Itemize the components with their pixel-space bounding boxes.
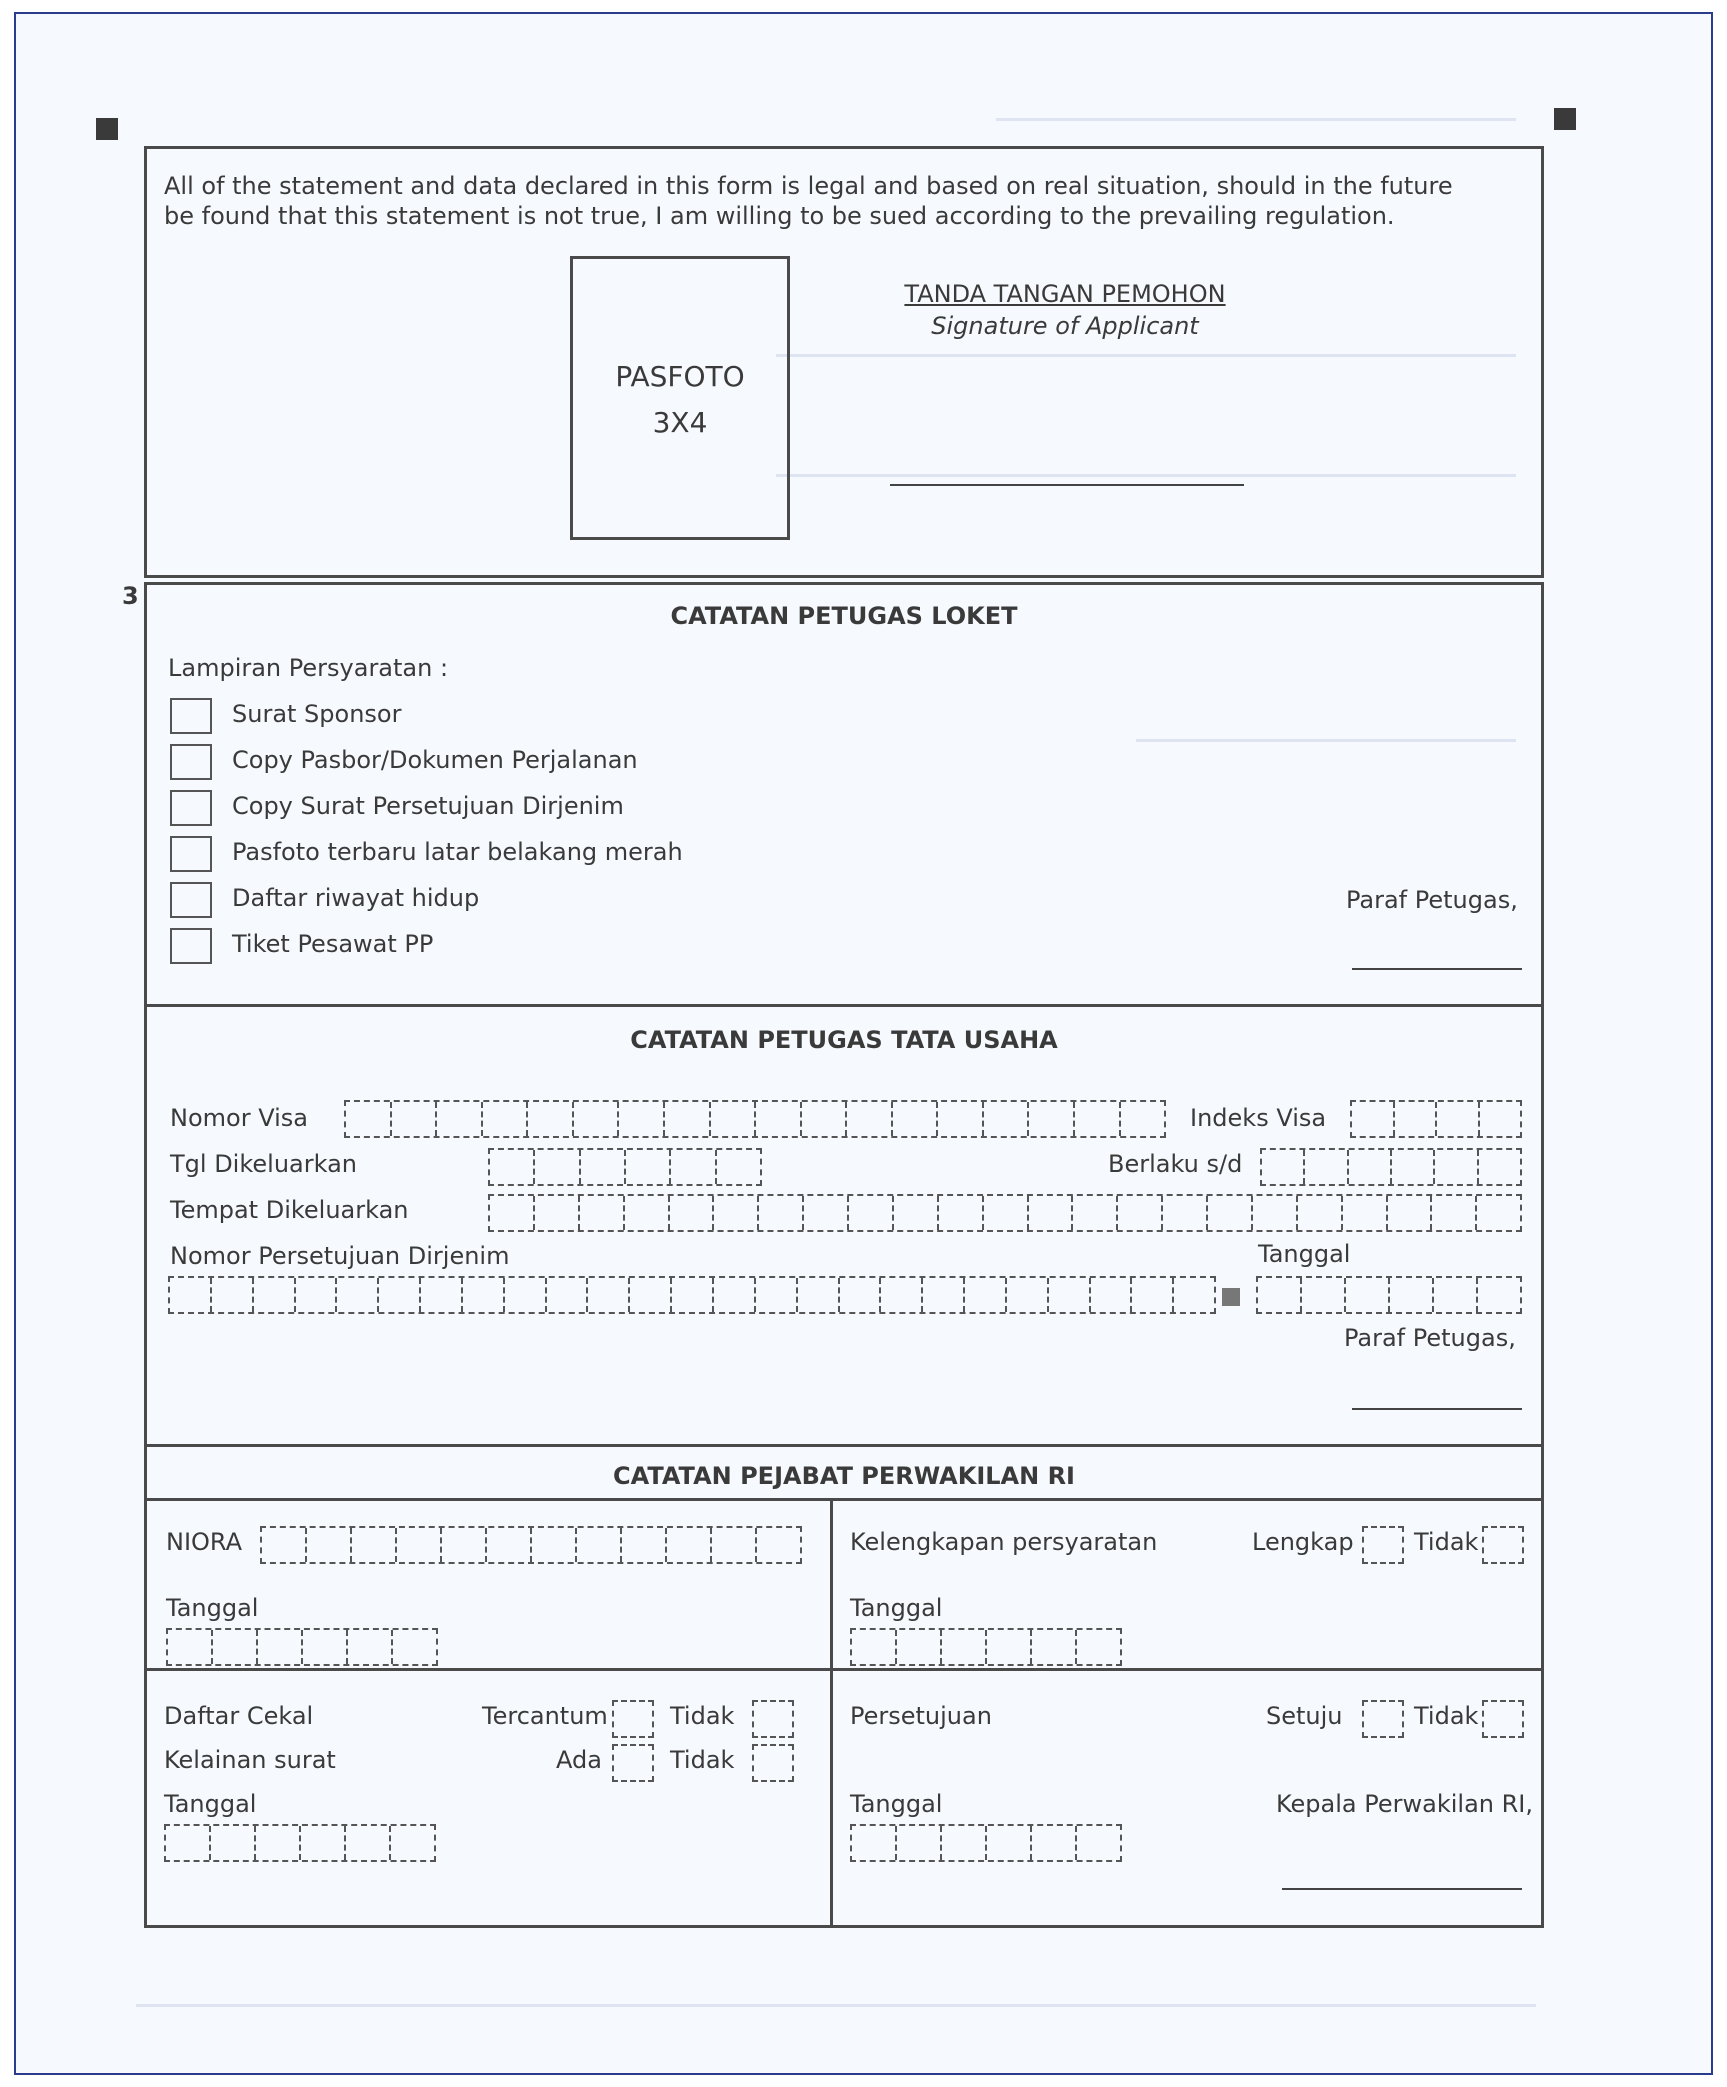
- checkbox-kelainan-tidak[interactable]: [752, 1744, 794, 1782]
- daftar-cekal-label: Daftar Cekal: [164, 1702, 314, 1730]
- tercantum-label: Tercantum: [482, 1702, 608, 1730]
- checkbox-pasfoto[interactable]: [170, 836, 212, 872]
- item-copy-paspor: Copy Pasbor/Dokumen Perjalanan: [232, 746, 638, 774]
- nomor-persetujuan-label: Nomor Persetujuan Dirjenim: [170, 1242, 510, 1270]
- loket-paraf-line: [1352, 968, 1522, 970]
- kelengkapan-tidak-label: Tidak: [1414, 1528, 1479, 1556]
- checkbox-riwayat-hidup[interactable]: [170, 882, 212, 918]
- tempat-dikeluarkan-label: Tempat Dikeluarkan: [170, 1196, 409, 1224]
- form-page: [14, 12, 1713, 2075]
- signature-line: [890, 484, 1244, 486]
- photo-label: PASFOTO: [615, 360, 745, 393]
- checkbox-setuju[interactable]: [1362, 1700, 1404, 1738]
- checkbox-kelengkapan-tidak[interactable]: [1482, 1526, 1524, 1564]
- registration-mark-left: [96, 118, 118, 140]
- indeks-visa-label: Indeks Visa: [1190, 1104, 1327, 1132]
- photo-size-label: 3X4: [652, 406, 708, 439]
- setuju-label: Setuju: [1266, 1702, 1343, 1730]
- checkbox-persetujuan-tidak[interactable]: [1482, 1700, 1524, 1738]
- checkbox-cekal-tidak[interactable]: [752, 1700, 794, 1738]
- tgl-dikeluarkan-label: Tgl Dikeluarkan: [170, 1150, 357, 1178]
- registration-mark-right: [1554, 108, 1576, 130]
- kelengkapan-tanggal-label: Tanggal: [850, 1594, 943, 1622]
- tata-usaha-title: CATATAN PETUGAS TATA USAHA: [630, 1026, 1058, 1054]
- kepala-perwakilan-label: Kepala Perwakilan RI,: [1276, 1790, 1534, 1818]
- kepala-signature-line: [1282, 1888, 1522, 1890]
- pejabat-title: CATATAN PEJABAT PERWAKILAN RI: [613, 1462, 1075, 1490]
- signature-subtitle: Signature of Applicant: [931, 312, 1199, 340]
- item-surat-sponsor: Surat Sponsor: [232, 700, 402, 728]
- tgl-dikeluarkan-input[interactable]: [488, 1148, 762, 1186]
- divider-pejabat-middle: [144, 1668, 1544, 1671]
- divider-pejabat-vertical: [830, 1498, 833, 1928]
- tempat-dikeluarkan-input[interactable]: [488, 1194, 1522, 1232]
- kelengkapan-tanggal-input[interactable]: [850, 1628, 1122, 1666]
- cekal-tanggal-label: Tanggal: [164, 1790, 257, 1818]
- cekal-tanggal-input[interactable]: [164, 1824, 436, 1862]
- checkbox-copy-persetujuan[interactable]: [170, 790, 212, 826]
- bleed-through-line: [136, 2004, 1536, 2007]
- divider-pejabat-title: [144, 1498, 1544, 1501]
- nomor-visa-label: Nomor Visa: [170, 1104, 308, 1132]
- nomor-visa-input[interactable]: [344, 1100, 1166, 1138]
- berlaku-input[interactable]: [1260, 1148, 1522, 1186]
- checkbox-surat-sponsor[interactable]: [170, 698, 212, 734]
- tata-usaha-paraf-label: Paraf Petugas,: [1344, 1324, 1516, 1352]
- divider-tata-usaha: [144, 1444, 1544, 1447]
- statement-text-line-1: All of the statement and data declared in this form is legal and based on real situation, should in the future: [164, 172, 1453, 200]
- checkbox-tiket-pesawat[interactable]: [170, 928, 212, 964]
- kelainan-surat-label: Kelainan surat: [164, 1746, 336, 1774]
- indeks-visa-input[interactable]: [1350, 1100, 1522, 1138]
- persetujuan-tidak-label: Tidak: [1414, 1702, 1479, 1730]
- loket-paraf-label: Paraf Petugas,: [1346, 886, 1518, 914]
- persetujuan-tanggal-date-input[interactable]: [850, 1824, 1122, 1862]
- niora-input[interactable]: [260, 1526, 802, 1564]
- checkbox-lengkap[interactable]: [1362, 1526, 1404, 1564]
- section-number: 3: [122, 582, 139, 610]
- cekal-tidak-label: Tidak: [670, 1702, 735, 1730]
- item-riwayat-hidup: Daftar riwayat hidup: [232, 884, 480, 912]
- statement-text-line-2: be found that this statement is not true, I am willing to be sued according to the prevailing regulation.: [164, 202, 1395, 230]
- berlaku-label: Berlaku s/d: [1108, 1150, 1243, 1178]
- item-copy-persetujuan: Copy Surat Persetujuan Dirjenim: [232, 792, 624, 820]
- loket-title: CATATAN PETUGAS LOKET: [670, 602, 1018, 630]
- kelengkapan-label: Kelengkapan persyaratan: [850, 1528, 1158, 1556]
- checkbox-tercantum[interactable]: [612, 1700, 654, 1738]
- persetujuan-tanggal-input[interactable]: [1256, 1276, 1522, 1314]
- signature-title: TANDA TANGAN PEMOHON: [904, 280, 1226, 308]
- persetujuan-label: Persetujuan: [850, 1702, 992, 1730]
- niora-tanggal-input[interactable]: [166, 1628, 438, 1666]
- checkbox-copy-paspor[interactable]: [170, 744, 212, 780]
- lengkap-label: Lengkap: [1252, 1528, 1354, 1556]
- tata-usaha-paraf-line: [1352, 1408, 1522, 1410]
- ada-label: Ada: [556, 1746, 602, 1774]
- photo-box: [570, 256, 790, 540]
- checkbox-ada[interactable]: [612, 1744, 654, 1782]
- kelainan-tidak-label: Tidak: [670, 1746, 735, 1774]
- item-tiket-pesawat: Tiket Pesawat PP: [232, 930, 434, 958]
- bleed-through-line: [996, 118, 1516, 121]
- item-pasfoto: Pasfoto terbaru latar belakang merah: [232, 838, 683, 866]
- tata-usaha-tanggal-label: Tanggal: [1258, 1240, 1351, 1268]
- niora-label: NIORA: [166, 1528, 243, 1556]
- divider-loket: [144, 1004, 1544, 1007]
- persetujuan-tanggal-label: Tanggal: [850, 1790, 943, 1818]
- niora-tanggal-label: Tanggal: [166, 1594, 259, 1622]
- nomor-persetujuan-input[interactable]: [168, 1276, 1216, 1314]
- separator-square: [1222, 1288, 1240, 1306]
- attachments-label: Lampiran Persyaratan :: [168, 654, 449, 682]
